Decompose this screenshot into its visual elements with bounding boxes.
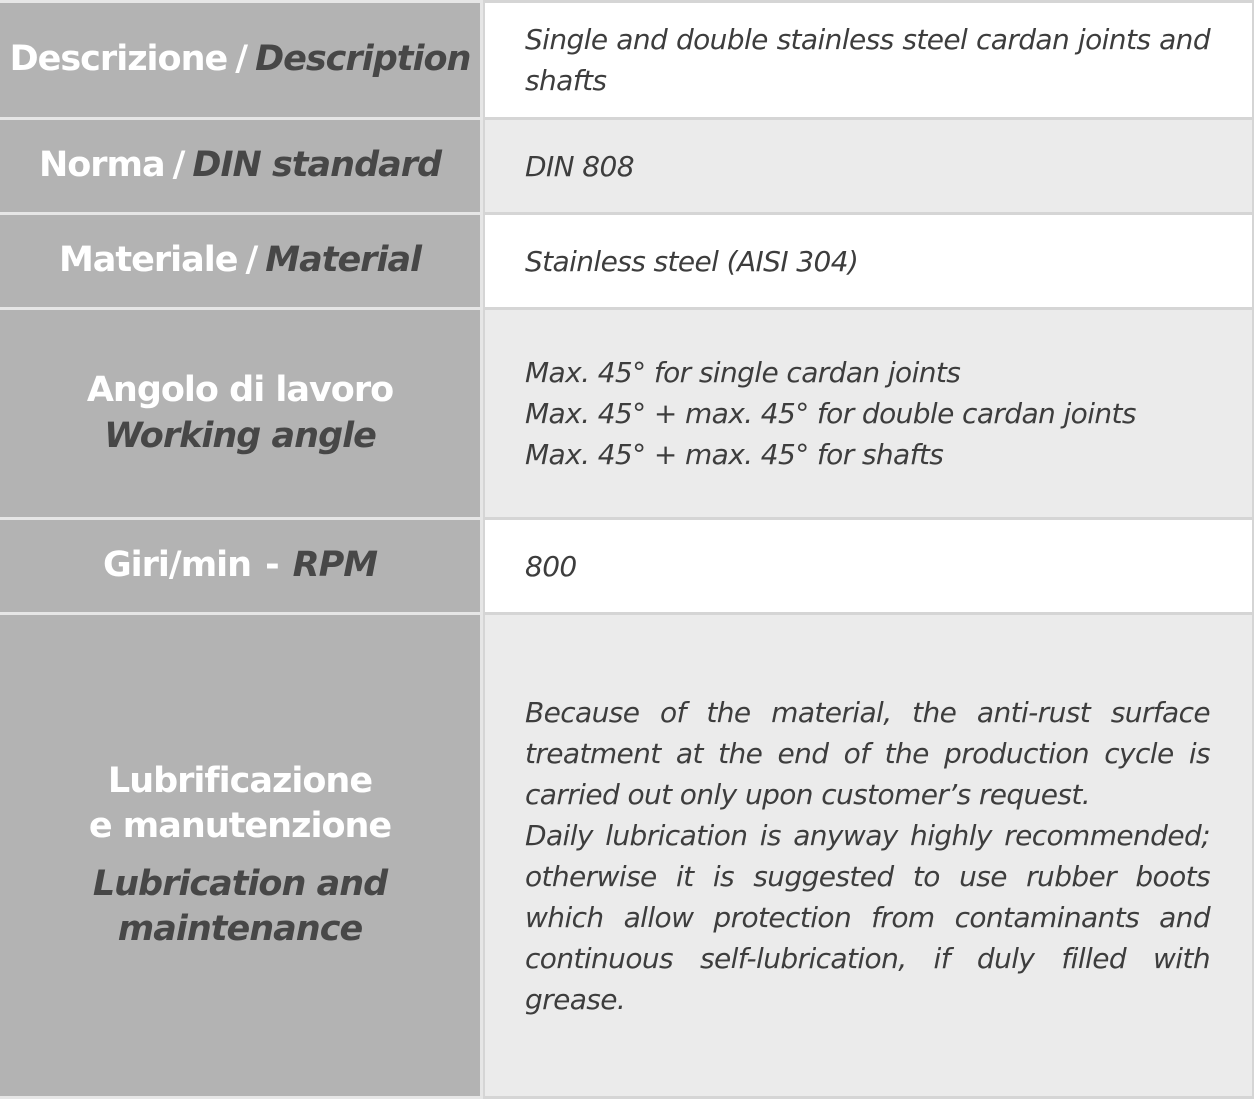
label-separator: / bbox=[172, 145, 185, 186]
value-lubrication bbox=[483, 615, 1254, 1099]
label-lubrication-en-line: Lubrication and bbox=[92, 863, 388, 904]
label-din-standard-it: Norma bbox=[38, 145, 165, 186]
label-description bbox=[0, 0, 483, 120]
label-working-angle bbox=[0, 310, 483, 520]
value-description: Single and double stainless steel cardan joints and shafts bbox=[483, 0, 1254, 120]
working-angle-line: Max. 45° + max. 45° for shafts bbox=[525, 438, 944, 471]
label-working-angle-en: Working angle bbox=[104, 415, 376, 456]
value-working-angle bbox=[483, 310, 1254, 520]
label-separator: - bbox=[265, 545, 279, 586]
label-din-standard bbox=[0, 120, 483, 215]
label-separator: / bbox=[245, 240, 258, 281]
value-material: Stainless steel (AISI 304) bbox=[483, 215, 1254, 310]
label-description-it: Descrizione bbox=[9, 39, 228, 80]
label-din-standard-en: DIN standard bbox=[192, 145, 442, 186]
label-material-en: Material bbox=[265, 240, 422, 281]
label-lubrication-it-line: Lubrificazione bbox=[107, 760, 373, 801]
lubrication-paragraph-1: Because of the material, the anti-rust surface treatment at the end of the production cycle is carried out only upon customer’s request. bbox=[525, 695, 1210, 811]
label-material-it: Materiale bbox=[58, 240, 238, 281]
label-separator: / bbox=[235, 39, 248, 80]
label-description-en: Description bbox=[255, 39, 471, 80]
label-working-angle-it: Angolo di lavoro bbox=[86, 370, 394, 410]
label-rpm-it: Giri/min bbox=[102, 545, 252, 586]
label-lubrication-it-line: e manutenzione bbox=[88, 806, 392, 846]
label-lubrication bbox=[0, 615, 483, 1099]
label-lubrication-en-line: maintenance bbox=[117, 909, 363, 949]
label-rpm bbox=[0, 520, 483, 615]
lubrication-paragraph-2: Daily lubrication is anyway highly recommended; otherwise it is suggested to use rubber boots which allow protection from contaminants and continuous self-lubrication, if duly filled with grease. bbox=[525, 818, 1210, 1016]
working-angle-line: Max. 45° + max. 45° for double cardan joints bbox=[525, 397, 1136, 430]
value-rpm: 800 bbox=[483, 520, 1254, 615]
label-rpm-en: RPM bbox=[292, 545, 378, 586]
label-material bbox=[0, 215, 483, 310]
working-angle-line: Max. 45° for single cardan joints bbox=[525, 356, 961, 389]
value-din-standard: DIN 808 bbox=[483, 120, 1254, 215]
